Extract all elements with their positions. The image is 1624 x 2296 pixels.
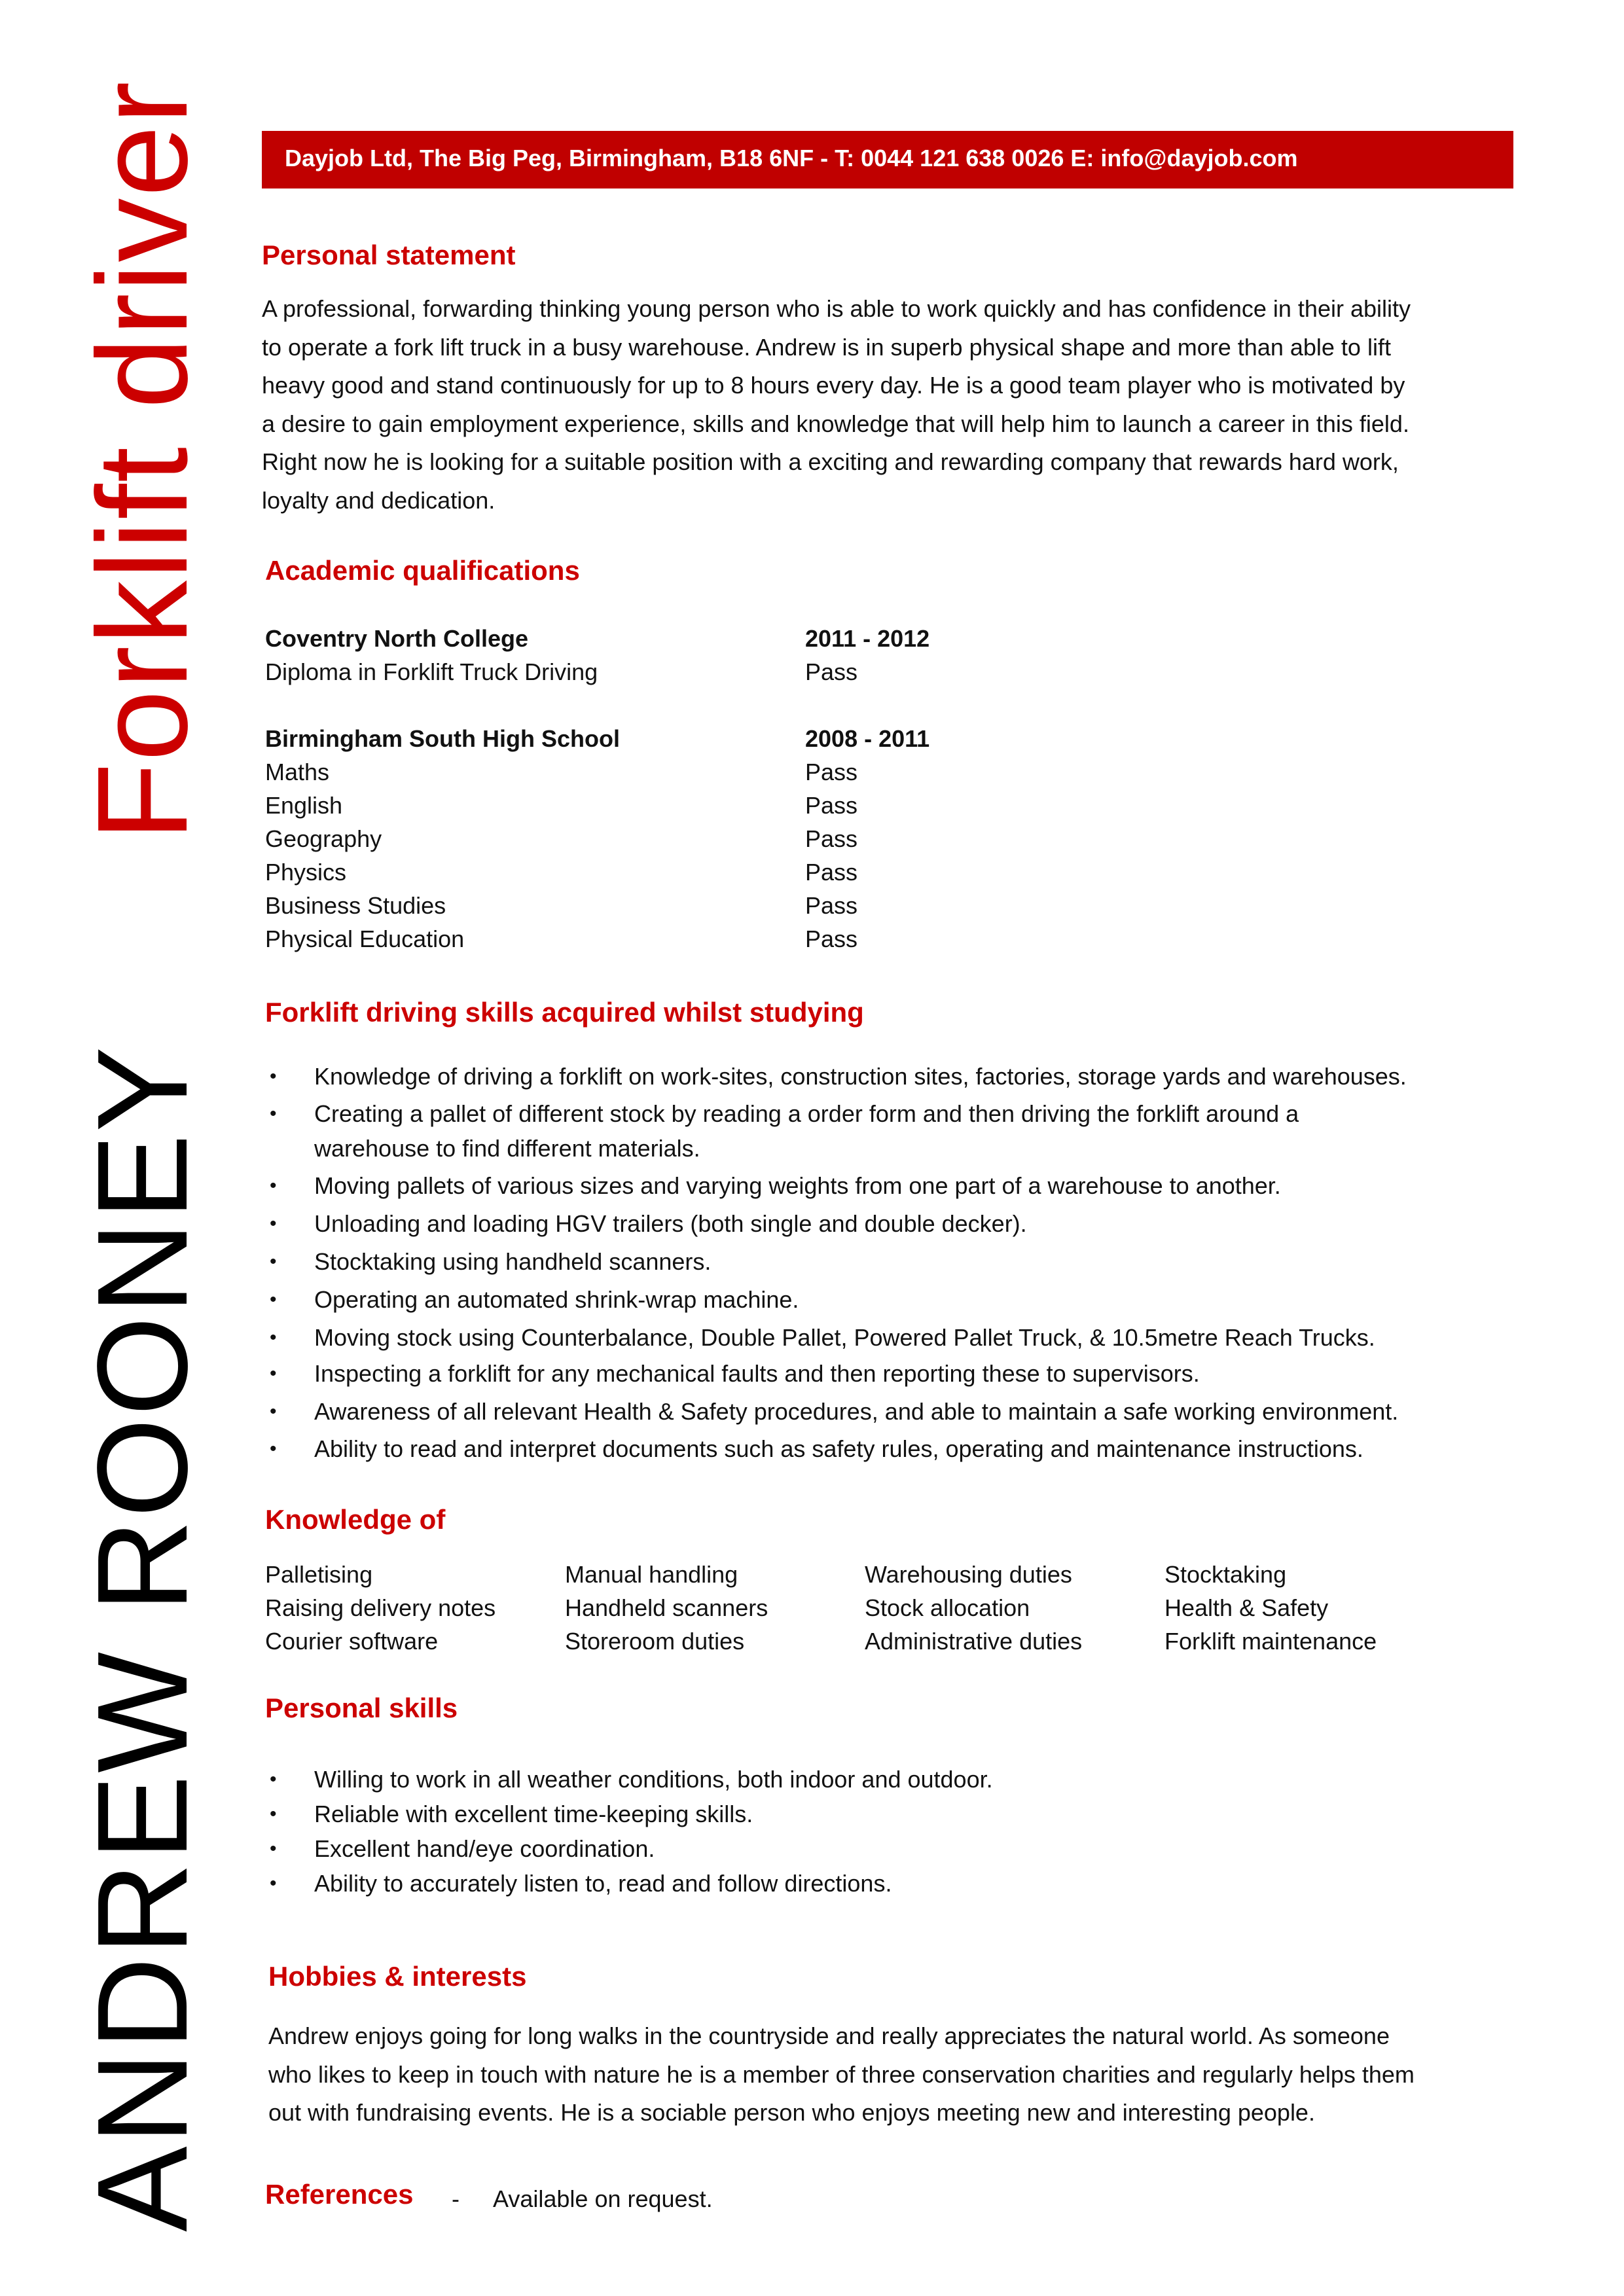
knowledge-heading: Knowledge of [265,1504,446,1535]
knowledge-item: Stocktaking [1164,1561,1287,1588]
knowledge-item: Administrative duties [865,1628,1083,1655]
subject: Physics [265,859,347,886]
list-item-text: Ability to read and interpret documents such as safety rules, operating and maintenance instructions. [314,1435,1363,1462]
result: Pass [805,759,858,785]
list-item-text: Willing to work in all weather conditions, both indoor and outdoor. [314,1766,993,1793]
knowledge-item: Courier software [265,1628,439,1655]
references-heading: References [265,2179,414,2210]
list-item-text: Ability to accurately listen to, read and follow directions. [314,1870,892,1897]
references-dash: - [452,2185,460,2212]
statement-line: a desire to gain employment experience, skills and knowledge that will help him to launch a career in this field. [262,410,1409,437]
bullet-icon: • [270,1838,277,1859]
academic-heading: Academic qualifications [265,555,580,586]
hobbies-heading: Hobbies & interests [268,1961,527,1992]
institution-years: 2008 - 2011 [805,725,930,752]
bullet-icon: • [270,1873,277,1894]
bullet-icon: • [270,1768,277,1790]
subject: Maths [265,759,330,785]
list-item-text: Operating an automated shrink-wrap machine. [314,1286,799,1313]
statement-line: Right now he is looking for a suitable position with a exciting and rewarding company that rewards hard work, [262,448,1399,475]
bullet-icon: • [270,1175,277,1196]
candidate-name: ANDREW ROONEY [71,1044,214,2232]
result: Pass [805,658,858,685]
subject: English [265,792,343,819]
list-item-text: Creating a pallet of different stock by reading a order form and then driving the forklift around a warehouse to find different materials. [314,1100,1299,1162]
bullet-icon: • [270,1103,277,1124]
knowledge-item: Health & Safety [1164,1594,1329,1621]
forklift-skills-heading: Forklift driving skills acquired whilst studying [265,997,864,1028]
list-item-text: Moving stock using Counterbalance, Double Pallet, Powered Pallet Truck, & 10.5metre Reach Trucks. [314,1324,1375,1351]
result: Pass [805,892,858,919]
result: Pass [805,825,858,852]
bullet-icon: • [270,1251,277,1272]
result: Pass [805,792,858,819]
institution-name: Coventry North College [265,625,529,652]
list-item-text: Knowledge of driving a forklift on work-sites, construction sites, factories, storage yards and warehouses. [314,1063,1407,1090]
knowledge-item: Warehousing duties [865,1561,1072,1588]
bullet-icon: • [270,1066,277,1087]
statement-line: heavy good and stand continuously for up to 8 hours every day. He is a good team player who is motivated by [262,372,1405,399]
subject: Business Studies [265,892,446,919]
knowledge-item: Palletising [265,1561,373,1588]
bullet-icon: • [270,1213,277,1234]
hobbies-line: out with fundraising events. He is a sociable person who enjoys meeting new and interesting people. [268,2099,1315,2126]
knowledge-item: Forklift maintenance [1164,1628,1377,1655]
list-item-text: Stocktaking using handheld scanners. [314,1248,712,1275]
personal-statement-text [262,290,1519,520]
result: Pass [805,859,858,886]
references-text: Available on request. [493,2185,713,2212]
hobbies-text [268,2017,1519,2132]
knowledge-grid [265,1558,1522,1658]
statement-line: loyalty and dedication. [262,486,496,514]
list-item-text: Moving pallets of various sizes and varying weights from one part of a warehouse to another. [314,1172,1281,1199]
result: Pass [805,925,858,952]
hobbies-line: who likes to keep in touch with nature he is a member of three conservation charities and regularly helps them [268,2060,1415,2088]
statement-line: A professional, forwarding thinking young person who is able to work quickly and has confidence in their ability [262,295,1411,322]
hobbies-line: Andrew enjoys going for long walks in the countryside and really appreciates the natural world. As someone [268,2022,1390,2049]
knowledge-item: Raising delivery notes [265,1594,496,1621]
institution-years: 2011 - 2012 [805,625,930,652]
institution-name: Birmingham South High School [265,725,620,752]
list-item-text: Inspecting a forklift for any mechanical faults and then reporting these to supervisors. [314,1360,1200,1387]
statement-line: to operate a fork lift truck in a busy warehouse. Andrew is in superb physical shape and more than able to lift [262,333,1391,361]
knowledge-item: Manual handling [565,1561,738,1588]
bullet-icon: • [270,1803,277,1825]
knowledge-item: Stock allocation [865,1594,1030,1621]
bullet-icon: • [270,1363,277,1384]
list-item-text: Unloading and loading HGV trailers (both single and double decker). [314,1210,1027,1237]
list-item-text: Reliable with excellent time-keeping skills. [314,1801,753,1827]
bullet-icon: • [270,1401,277,1422]
subject: Physical Education [265,925,465,952]
bullet-icon: • [270,1327,277,1348]
bullet-icon: • [270,1289,277,1310]
job-title: Forklift driver [71,80,214,841]
list-item-text: Awareness of all relevant Health & Safety procedures, and able to maintain a safe working environment. [314,1398,1399,1425]
personal-statement-heading: Personal statement [262,240,516,270]
subject: Diploma in Forklift Truck Driving [265,658,598,685]
bullet-icon: • [270,1438,277,1460]
contact-bar: Dayjob Ltd, The Big Peg, Birmingham, B18 6NF - T: 0044 121 638 0026 E: info@dayjob.com [262,131,1513,188]
subject: Geography [265,825,382,852]
knowledge-item: Storeroom duties [565,1628,745,1655]
personal-skills-heading: Personal skills [265,1693,458,1723]
knowledge-item: Handheld scanners [565,1594,768,1621]
list-item-text: Excellent hand/eye coordination. [314,1835,655,1862]
